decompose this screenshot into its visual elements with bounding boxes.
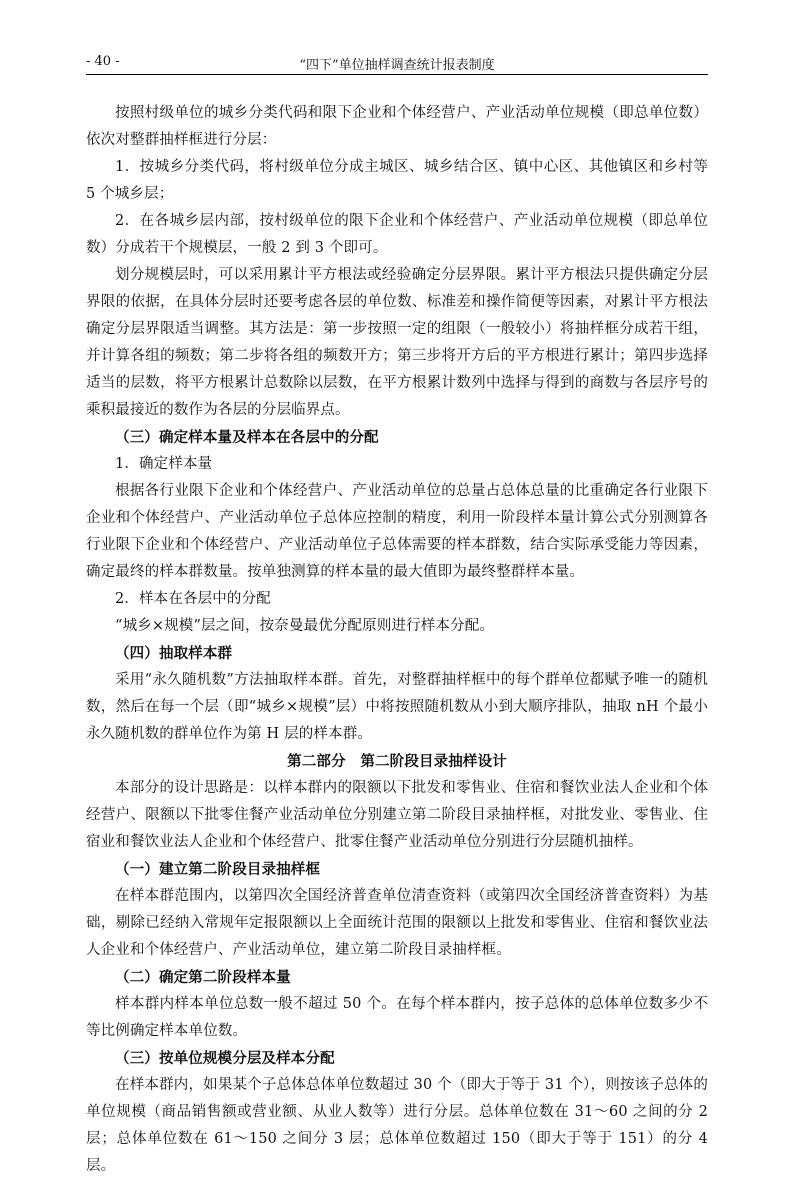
subheading: 2．样本在各层中的分配: [115, 591, 271, 607]
paragraph: 在样本群内，如果某个子总体总体单位数超过 30 个（即大于等于 31 个），则按该子总体的单位规模（商品销售额或营业额、从业人数等）进行分层。总体单位数在 31～60 之间的分 2 层；总体单位数在 61～150 之间分 3 层；总体单位数超过 150（即大于等于 151）的分 4 层。: [86, 1077, 708, 1174]
paragraph: 在样本群范围内，以第四次全国经济普查单位清查资料（或第四次全国经济普查资料）为基础，剔除已经纳入常规年定报限额以上全面统计范围的限额以上批发和零售业、住宿和餐饮业法人企业和个体经营户、产业活动单位，建立第二阶段目录抽样框。: [86, 888, 708, 958]
paragraph: 根据各行业限下企业和个体经营户、产业活动单位的总量占总体总量的比重确定各行业限下企业和个体经营户、产业活动单位子总体应控制的精度，利用一阶段样本量计算公式分别测算各行业限下企业和个体经营户、产业活动单位子总体需要的样本群数，结合实际承受能力等因素，确定最终的样本群数量。按单独测算的样本量的最大值即为最终整群样本量。: [86, 483, 708, 580]
page-content: [86, 100, 708, 1180]
page-header: [86, 52, 708, 75]
part-heading: 第二部分 第二阶段目录抽样设计: [287, 753, 507, 770]
section-heading: （三）确定样本量及样本在各层中的分配: [115, 429, 379, 446]
paragraph: 按照村级单位的城乡分类代码和限下企业和个体经营户、产业活动单位规模（即总单位数）依次对整群抽样框进行分层：: [86, 105, 708, 148]
list-item: 2．在各城乡层内部，按村级单位的限下企业和个体经营户、产业活动单位规模（即总单位数）分成若干个规模层，一般 2 到 3 个即可。: [86, 213, 708, 256]
section-heading: （二）确定第二阶段样本量: [115, 969, 291, 986]
paragraph: “城乡×规模”层之间，按奈曼最优分配原则进行样本分配。: [115, 618, 495, 634]
document-title: “四下”单位抽样调查统计报表制度: [299, 58, 495, 73]
list-item: 1．按城乡分类代码，将村级单位分成主城区、城乡结合区、镇中心区、其他镇区和乡村等 5 个城乡层；: [86, 159, 708, 202]
subheading: 1．确定样本量: [115, 456, 213, 472]
paragraph: 划分规模层时，可以采用累计平方根法或经验确定分层界限。累计平方根法只提供确定分层界限的依据，在具体分层时还要考虑各层的单位数、标准差和操作简便等因素，对累计平方根法确定分层界限适当调整。其方法是：第一步按照一定的组限（一般较小）将抽样框分成若干组，并计算各组的频数；第二步将各组的频数开方；第三步将开方后的平方根进行累计；第四步选择适当的层数，将平方根累计总数除以层数，在平方根累计数列中选择与得到的商数与各层序号的乘积最接近的数作为各层的分层临界点。: [86, 267, 708, 418]
paragraph: 本部分的设计思路是：以样本群内的限额以下批发和零售业、住宿和餐饮业法人企业和个体经营户、限额以下批零住餐产业活动单位分别建立第二阶段目录抽样框，对批发业、零售业、住宿业和餐饮业法人企业和个体经营户、批零住餐产业活动单位分别进行分层随机抽样。: [86, 780, 708, 850]
paragraph: 采用“永久随机数”方法抽取样本群。首先，对整群抽样框中的每个群单位都赋予唯一的随机数，然后在每一个层（即“城乡×规模”层）中将按照随机数从小到大顺序排队，抽取 nH 个最小永久随机数的群单位作为第 H 层的样本群。: [86, 672, 708, 742]
section-heading: （一）建立第二阶段目录抽样框: [115, 861, 321, 878]
section-heading: （三）按单位规模分层及样本分配: [115, 1050, 335, 1067]
page-number: - 40 -: [86, 54, 120, 69]
section-heading: （四）抽取样本群: [115, 645, 233, 662]
paragraph: 样本群内样本单位总数一般不超过 50 个。在每个样本群内，按子总体的总体单位数多少不等比例确定样本单位数。: [86, 996, 708, 1039]
